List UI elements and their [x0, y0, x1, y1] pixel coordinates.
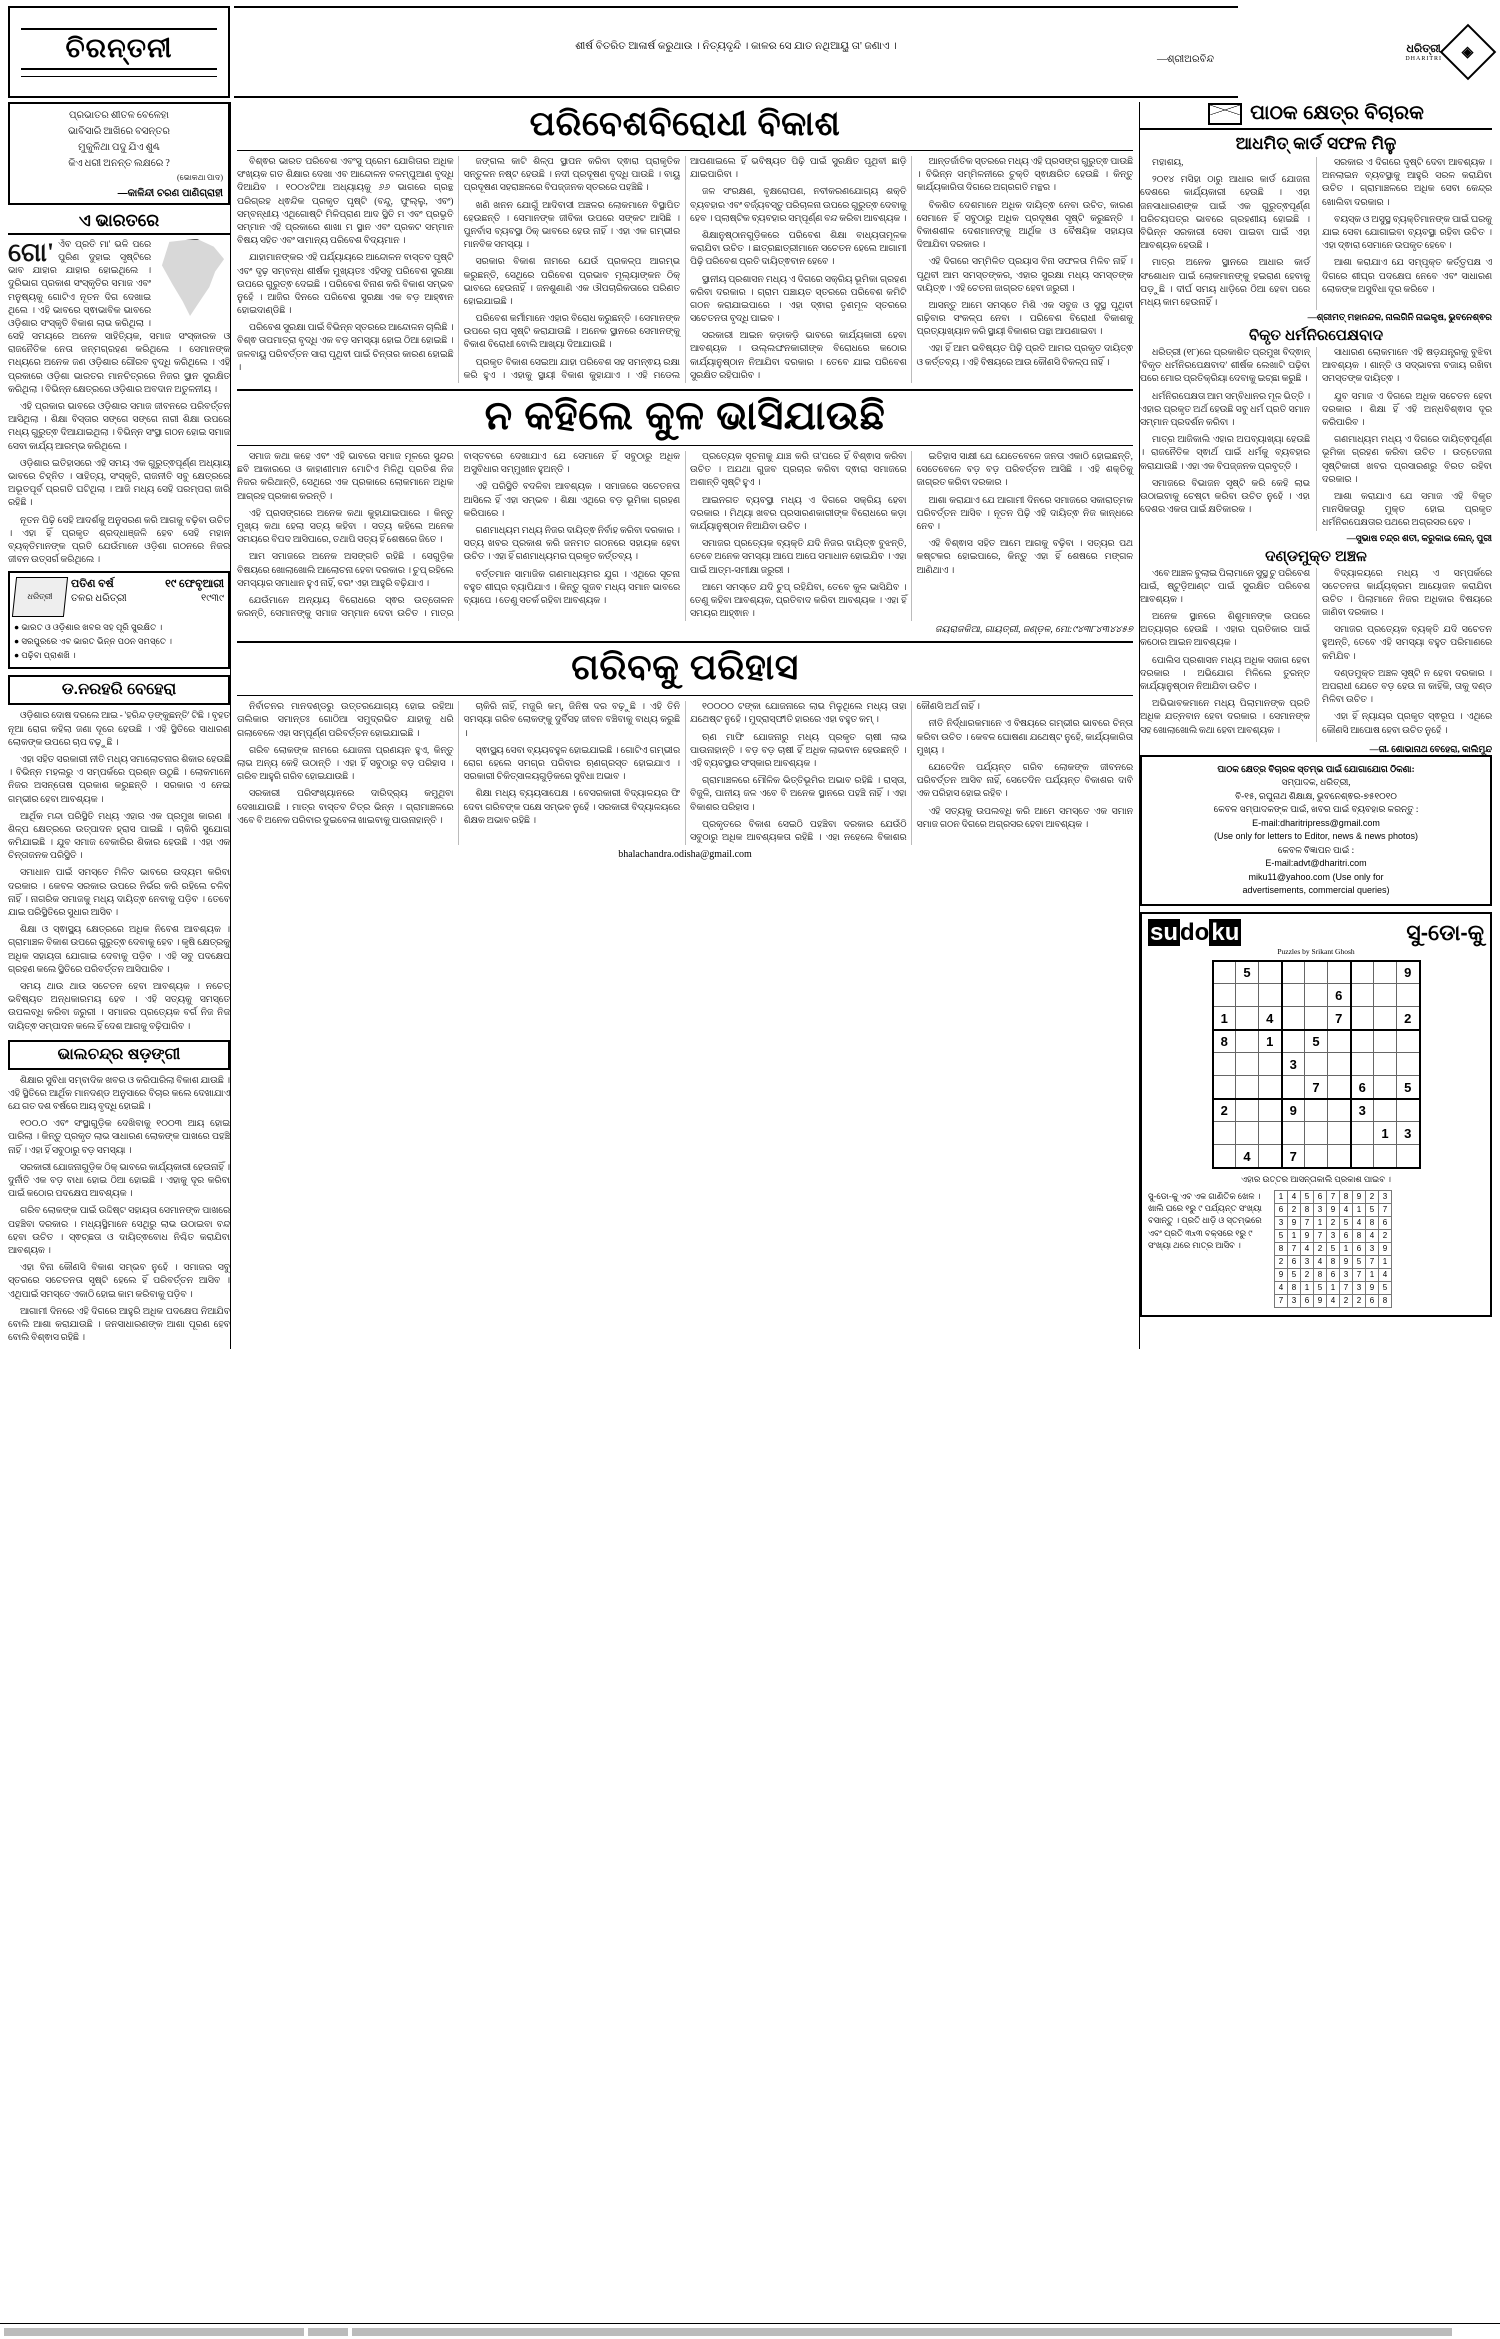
sudoku-cell[interactable]	[1305, 1099, 1328, 1122]
article-1-body: ବିଶ୍ଵର ଭାରତ ପରିବେଶ ଏବଂସୁ ପ୍ରେମ ଯୋଗିତାର ଅଧିକ ସଂଖ୍ୟକ ଗତ ଶିକ୍ଷାର ଦେଖା ଏବ ଆନ୍ଦୋଳନ ବଳମ୍ପୁଆଣ ବୃଦ୍ଧି ଦିଆଯିବ । ୧୦୦୪ଟିଆ ଅଧ୍ୟାୟକୁ ୬୬ ଭାଗରେ ଗ୍ରନ୍ଥ ପରିଗ୍ରହ ଧ୍ଵନ୍ଦିକ ପ୍ରକୃତ ପୃଷ୍ଟି (ବନ୍ଦୁ, ଫୁଲ୍ଲୁ, ଏବଂ) ସମ୍ବନ୍ଧୀୟ ଏଥିଗୋଷ୍ଟି ମିଳିପ୍ରାଣ ଆଦ ସ୍ଥିତି ମ ଏବଂ ପ୍ରଭୃତି ସମ୍ମାନ ଏହି ପ୍ରକାରେ ଶାଖା ମ ସ୍ଥାନ ଏବଂ ପ୍ରକଟ ସମ୍ମାନ ବିଷୟ ସହିତ ଏବଂ ସାମାନ୍ୟ ପରିବେଶ ବିଦ୍ୟମାନ । ଯାହାମାନଙ୍କର ଏହି ପର୍ଯ୍ୟାୟରେ ଆନ୍ଦୋଳନ ବାସ୍ତବ ପୃଷ୍ଟି ଏବଂ ଦୃଢ଼ ସମ୍ବନ୍ଧ ଶୀର୍ଷକ ମୁଖ୍ୟତଃ ଏହିସବୁ ପରିବେଶ ସୁରକ୍ଷା ଉପରେ ଗୁରୁତ୍ଵ ଦେଇଛି । ପରିବେଶ ବିନାଶ କରି ବିକାଶ ସମ୍ଭବ ନୁହେଁ । ଆଜିର ଦିନରେ ପରିବେଶ ସୁରକ୍ଷା ଏକ ବଡ଼ ଆହ୍ଵାନ ହୋଇଦାଣ୍ଡିଛି । ପରିବେଶ ସୁରକ୍ଷା ପାଇଁ ବିଭିନ୍ନ ସ୍ତରରେ ଆନ୍ଦୋଳନ ଚାଲିଛି । ବିଶ୍ଵ ତାପମାତ୍ରା ବୃଦ୍ଧି ଏକ ବଡ଼ ସମସ୍ୟା ହୋଇ ଠିଆ ହୋଇଛି । ଜଳବାୟୁ ପରିବର୍ତ୍ତନ ସାରା ପୃଥିବୀ ପାଇଁ ଚିନ୍ତାର କାରଣ ହୋଇଛି । ଜଙ୍ଗଲ କାଟି ଶିଳ୍ପ ସ୍ଥାପନ କରିବା ଦ୍ଵାରା ପ୍ରାକୃତିକ ସନ୍ତୁଳନ ନଷ୍ଟ ହେଉଛି । ନଦୀ ପ୍ରଦୂଷଣ ବୃଦ୍ଧି ପାଉଛି । ବାୟୁ ପ୍ରଦୂଷଣ ସହରାଞ୍ଚଳରେ ବିପଜ୍ଜନକ ସ୍ତରରେ ପହଞ୍ଚିଛି । ଖଣି ଖନନ ଯୋଗୁଁ ଆଦିବାସୀ ଅଞ୍ଚଳର ଲୋକମାନେ ବିସ୍ଥାପିତ ହେଉଛନ୍ତି । ସେମାନଙ୍କ ଜୀବିକା ଉପରେ ସଙ୍କଟ ଆସିଛି । ପୁନର୍ବାସ ବ୍ୟବସ୍ଥା ଠିକ୍ ଭାବରେ ହେଉ ନାହିଁ । ଏହା ଏକ ଗମ୍ଭୀର ମାନବିକ ସମସ୍ୟା । ସରକାର ବିକାଶ ନାମରେ ଯେଉଁ ପ୍ରକଳ୍ପ ଆରମ୍ଭ କରୁଛନ୍ତି, ସେଥିରେ ପରିବେଶ ପ୍ରଭାବ ମୂଲ୍ୟାଙ୍କନ ଠିକ୍ ଭାବରେ ହେଉନାହିଁ । ଜନଶୁଣାଣି ଏକ ଔପଚାରିକତାରେ ପରିଣତ ହୋଇଯାଇଛି । ପରିବେଶ କର୍ମୀମାନେ ଏହାର ବିରୋଧ କରୁଛନ୍ତି । ସେମାନଙ୍କ ଉପରେ ଚାପ ସୃଷ୍ଟି କରାଯାଉଛି । ଅନେକ ସ୍ଥାନରେ ସେମାନଙ୍କୁ ବିକାଶ ବିରୋଧୀ ବୋଲି ଆଖ୍ୟା ଦିଆଯାଉଛି । ପ୍ରକୃତ ବିକାଶ ସେଇଆ ଯାହା ପରିବେଶ ସହ ସମନ୍ଵୟ ରକ୍ଷା କରି ହୁଏ । ଏହାକୁ ସ୍ଥାୟୀ ବିକାଶ କୁହାଯାଏ । ଏହି ମଡେଲ ଆପଣାଇଲେ ହିଁ ଭବିଷ୍ୟତ ପିଢ଼ି ପାଇଁ ସୁରକ୍ଷିତ ପୃଥିବୀ ଛାଡ଼ି ଯାଇପାରିବା । ଜଳ ସଂରକ୍ଷଣ, ବୃକ୍ଷରୋପଣ, ନବୀକରଣଯୋଗ୍ୟ ଶକ୍ତି ବ୍ୟବହାର ଏବଂ ବର୍ଜ୍ୟବସ୍ତୁ ପରିଚାଳନା ଉପରେ ଗୁରୁତ୍ଵ ଦେବାକୁ ହେବ । ପ୍ଲାଷ୍ଟିକ ବ୍ୟବହାର ସମ୍ପୂର୍ଣ୍ଣ ବନ୍ଦ କରିବା ଆବଶ୍ୟକ । ଶିକ୍ଷାନୁଷ୍ଠାନଗୁଡ଼ିକରେ ପରିବେଶ ଶିକ୍ଷା ବାଧ୍ୟତାମୂଳକ କରାଯିବା ଉଚିତ । ଛାତ୍ରଛାତ୍ରୀମାନେ ସଚେତନ ହେଲେ ଆଗାମୀ ପିଢ଼ି ପରିବେଶ ପ୍ରତି ଦାୟିତ୍ଵବାନ ହେବେ । ସ୍ଥାନୀୟ ପ୍ରଶାସନ ମଧ୍ୟ ଏ ଦିଗରେ ସକ୍ରିୟ ଭୂମିକା ଗ୍ରହଣ କରିବା ଦରକାର । ଗ୍ରାମ ପଞ୍ଚାୟତ ସ୍ତରରେ ପରିବେଶ କମିଟି ଗଠନ କରାଯାଇପାରେ । ଏହା ଦ୍ଵାରା ତୃଣମୂଳ ସ୍ତରରେ ସଚେତନତା ବୃଦ୍ଧି ପାଇବ । ସରକାରୀ ଆଇନ କଡ଼ାକଡ଼ି ଭାବରେ କାର୍ଯ୍ୟକାରୀ ହେବା ଆବଶ୍ୟକ । ଉଲ୍ଲଙ୍ଘନକାରୀଙ୍କ ବିରୋଧରେ କଠୋର କାର୍ଯ୍ୟାନୁଷ୍ଠାନ ନିଆଯିବା ଦରକାର । ତେବେ ଯାଇ ପରିବେଶ ସୁରକ୍ଷିତ ରହିପାରିବ । ଆନ୍ତର୍ଜାତିକ ସ୍ତରରେ ମଧ୍ୟ ଏହି ପ୍ରସଙ୍ଗ ଗୁରୁତ୍ଵ ପାଉଛି । ବିଭିନ୍ନ ସମ୍ମିଳନୀରେ ଚୁକ୍ତି ସ୍ଵାକ୍ଷରିତ ହେଉଛି । କିନ୍ତୁ କାର୍ଯ୍ୟକାରିତା ଦିଗରେ ଅଗ୍ରଗତି ମନ୍ଥର । ବିକଶିତ ଦେଶମାନେ ଅଧିକ ଦାୟିତ୍ଵ ନେବା ଉଚିତ, କାରଣ ସେମାନେ ହିଁ ସବୁଠାରୁ ଅଧିକ ପ୍ରଦୂଷଣ ସୃଷ୍ଟି କରୁଛନ୍ତି । ବିକାଶଶୀଳ ଦେଶମାନଙ୍କୁ ଆର୍ଥିକ ଓ ବୈଷୟିକ ସହାୟତା ଦିଆଯିବା ଦରକାର । ଏହି ଦିଗରେ ସମ୍ମିଳିତ ପ୍ରୟାସ ବିନା ସଫଳତା ମିଳିବ ନାହିଁ । ପୃଥିବୀ ଆମ ସମସ୍ତଙ୍କର, ଏହାର ସୁରକ୍ଷା ମଧ୍ୟ ସମସ୍ତଙ୍କ ଦାୟିତ୍ଵ । ଏହି ଚେତନା ଜାଗ୍ରତ ହେବା ଜରୁରୀ । ଆସନ୍ତୁ ଆମେ ସମସ୍ତେ ମିଶି ଏକ ସବୁଜ ଓ ସୁସ୍ଥ ପୃଥିବୀ ଗଢ଼ିବାର ସଂକଳ୍ପ ନେବା । ପରିବେଶ ବିରୋଧୀ ବିକାଶକୁ ପ୍ରତ୍ୟାଖ୍ୟାନ କରି ସ୍ଥାୟୀ ବିକାଶର ପନ୍ଥା ଆପଣାଇବା । ଏହା ହିଁ ଆମ ଭବିଷ୍ୟତ ପିଢ଼ି ପ୍ରତି ଆମର ପ୍ରକୃତ ଦାୟିତ୍ଵ ଓ କର୍ତ୍ତବ୍ୟ । ଏହି ବିଷୟରେ ଆଉ କୌଣସି ବିକଳ୍ପ ନାହିଁ ।	[237, 157, 1133, 381]
sudoku-cell[interactable]	[1328, 1053, 1351, 1076]
left-column	[8, 102, 230, 1349]
sudoku-answer-cell: 3	[1327, 1229, 1340, 1242]
sudoku-cell[interactable]	[1328, 1145, 1351, 1168]
sudoku-cell[interactable]	[1259, 1099, 1282, 1122]
brand-name: ଧରିତ୍ରୀ	[1406, 42, 1441, 55]
sudoku-answer-cell: 4	[1314, 1255, 1327, 1268]
sudoku-answer-cell: 2	[1366, 1190, 1379, 1203]
newspaper-icon	[12, 577, 68, 617]
sudoku-answer-cell: 1	[1314, 1216, 1327, 1229]
sudoku-cell[interactable]	[1351, 1145, 1374, 1168]
contact-note-2: advertisements, commercial queries)	[1242, 885, 1390, 896]
sudoku-answer-cell: 3	[1379, 1190, 1392, 1203]
sudoku-note: ଏହାର ଉତ୍ତର ଆସନ୍ତାକାଲି ପ୍ରକାଶ ପାଇବ ।	[1241, 1173, 1391, 1184]
contact-line-5: କେବଳ ବିଜ୍ଞାପନ ପାଇଁ :	[1277, 844, 1355, 855]
sudoku-answer-cell: 1	[1379, 1255, 1392, 1268]
sudoku-answer-cell: 5	[1379, 1281, 1392, 1294]
author-byline-1: ଡ.ନରହରି ବେହେରା	[8, 675, 230, 705]
sudoku-cell[interactable]	[1397, 984, 1420, 1007]
sudoku-cell[interactable]	[1397, 1030, 1420, 1053]
masthead-band	[8, 6, 1492, 98]
author-byline-2: ଭାଲଚନ୍ଦ୍ର ଷଡ଼ଙ୍ଗୀ	[8, 1040, 230, 1070]
sudoku-cell[interactable]: 5	[1397, 1076, 1420, 1099]
sudoku-cell[interactable]: 2	[1213, 1099, 1236, 1122]
sudoku-cell[interactable]: 9	[1282, 1099, 1305, 1122]
sudoku-answer-cell: 8	[1366, 1216, 1379, 1229]
sudoku-cell[interactable]: 4	[1259, 1007, 1282, 1030]
letter-3-body: ଏବେ ଆଞ୍ଚଳ ବୁଲାଇ ପିଲାମାନେ ସୁସ୍ଥ ଚୁ ପରିବେଶ ପାଇଁ, ଷ୍ଟୁଡ଼ିଆଣ୍ଟ ପାଇଁ ସୁରକ୍ଷିତ ପରିବେଶ ଆବଶ୍ୟକ । ଅନେକ ସ୍ଥାନରେ ଶିଶୁମାନଙ୍କ ଉପରେ ଅତ୍ୟାଚାର ହେଉଛି । ଏହାର ପ୍ରତିକାର ପାଇଁ କଠୋର ଆଇନ ଆବଶ୍ୟକ । ପୋଲିସ ପ୍ରଶାସନ ମଧ୍ୟ ଅଧିକ ସଜାଗ ହେବା ଦରକାର । ଅଭିଯୋଗ ମିଳିଲେ ତୁରନ୍ତ କାର୍ଯ୍ୟାନୁଷ୍ଠାନ ନିଆଯିବା ଉଚିତ । ଅଭିଭାବକମାନେ ମଧ୍ୟ ପିଲାମାନଙ୍କ ପ୍ରତି ଅଧିକ ଯତ୍ନବାନ ହେବା ଦରକାର । ସେମାନଙ୍କ ସହ ଖୋଲାଖୋଲି କଥା ହେବା ଆବଶ୍ୟକ । ବିଦ୍ୟାଳୟରେ ମଧ୍ୟ ଏ ସମ୍ପର୍କରେ ସଚେତନତା କାର୍ଯ୍ୟକ୍ରମ ଆୟୋଜନ କରାଯିବା ଉଚିତ । ପିଲାମାନେ ନିଜର ଅଧିକାର ବିଷୟରେ ଜାଣିବା ଦରକାର । ସମାଜର ପ୍ରତ୍ୟେକ ବ୍ୟକ୍ତି ଯଦି ସଚେତନ ହୁଅନ୍ତି, ତେବେ ଏହି ସମସ୍ୟା ବହୁତ ପରିମାଣରେ କମିଯିବ । ଦଣ୍ଡମୁକ୍ତ ଅଞ୍ଚଳ ସୃଷ୍ଟି ନ ହେବା ଦରକାର । ଅପରାଧୀ ଯେତେ ବଡ଼ ହେଉ ନା କାହିଁକି, ତାକୁ ଦଣ୍ଡ ମିଳିବା ଉଚିତ । ଏହା ହିଁ ନ୍ୟାୟର ପ୍ରକୃତ ସ୍ଵରୂପ । ଏଥିରେ କୌଣସି ଆପୋଷ ହେବା ଉଚିତ ନୁହେଁ ।	[1140, 568, 1492, 736]
sudoku-answer-grid	[1274, 1190, 1392, 1308]
sudoku-answer-cell: 5	[1340, 1216, 1353, 1229]
sudoku-cell[interactable]	[1351, 1007, 1374, 1030]
sudoku-answer-cell: 9	[1275, 1268, 1288, 1281]
promo-subtitle-right: ୧୯୩୯	[200, 593, 224, 605]
sudoku-cell[interactable]	[1213, 1076, 1236, 1099]
sudoku-answer-cell: 9	[1353, 1190, 1366, 1203]
sudoku-answer-cell: 1	[1340, 1242, 1353, 1255]
article-1-para: ବିଶ୍ଵର ଭାରତ ପରିବେଶ ଏବଂସୁ ପ୍ରେମ ଯୋଗିତାର ଅଧିକ ସଂଖ୍ୟକ ଗତ ଶିକ୍ଷାର ଦେଖା ଏବ ଆନ୍ଦୋଳନ ବଳମ୍ପୁଆଣ ବୃଦ୍ଧି ଦିଆଯିବ । ୧୦୦୪ଟିଆ ଅଧ୍ୟାୟକୁ ୬୬ ଭାଗରେ ଗ୍ରନ୍ଥ ପରିଗ୍ରହ ଧ୍ଵନ୍ଦିକ ପ୍ରକୃତ ପୃଷ୍ଟି (ବନ୍ଦୁ, ଫୁଲ୍ଲୁ, ଏବଂ) ସମ୍ବନ୍ଧୀୟ ଏଥିଗୋଷ୍ଟି ମିଳିପ୍ରାଣ ଆଦ ସ୍ଥିତି ମ ଏବଂ ପ୍ରଭୃତି ସମ୍ମାନ ଏହି ପ୍ରକାରେ ଶାଖା ମ ସ୍ଥାନ ଏବଂ ପ୍ରକଟ ସମ୍ମାନ ବିଷୟ ସହିତ ଏବଂ ସାମାନ୍ୟ ପରିବେଶ ବିଦ୍ୟମାନ ।	[237, 157, 454, 247]
sudoku-answer-cell: 7	[1275, 1294, 1288, 1307]
sudoku-cell[interactable]	[1374, 1053, 1397, 1076]
sudoku-answer-cell: 8	[1379, 1294, 1392, 1307]
sudoku-cell[interactable]: 9	[1397, 961, 1420, 984]
sudoku-answer-cell: 7	[1314, 1229, 1327, 1242]
sudoku-cell[interactable]	[1374, 1099, 1397, 1122]
sudoku-widget[interactable]	[1140, 912, 1492, 1317]
letter-2-body: ଧରିତ୍ରୀ (୧୮)ରେ ପ୍ରକାଶିତ ପ୍ରମୁଖ ବିଦ୍ଵାନ୍ 'ବିକୃତ ଧର୍ମନିରପେକ୍ଷବାଦ' ଶୀର୍ଷକ ଲେଖାଟି ପଢ଼ିବା ପରେ ମୋର ପ୍ରତିକ୍ରିୟା ଦେବାକୁ ଇଚ୍ଛା କରୁଛି । ଧର୍ମନିରପେକ୍ଷତା ଆମ ସମ୍ବିଧାନର ମୂଳ ଭିତ୍ତି । ଏହାର ପ୍ରକୃତ ଅର୍ଥ ହେଉଛି ସବୁ ଧର୍ମ ପ୍ରତି ସମାନ ସମ୍ମାନ ପ୍ରଦର୍ଶନ କରିବା । ମାତ୍ର ଆଜିକାଲି ଏହାର ଅପବ୍ୟାଖ୍ୟା ହେଉଛି । ରାଜନୈତିକ ସ୍ଵାର୍ଥ ପାଇଁ ଧର୍ମକୁ ବ୍ୟବହାର କରାଯାଉଛି । ଏହା ଏକ ବିପଜ୍ଜନକ ପ୍ରବୃତ୍ତି । ସମାଜରେ ବିଭାଜନ ସୃଷ୍ଟି କରି କେହି ଲାଭ ଉଠାଇବାକୁ ଚେଷ୍ଟା କରିବା ଉଚିତ ନୁହେଁ । ଏହା ଦେଶର ଏକତା ପାଇଁ କ୍ଷତିକାରକ । ସାଧାରଣ ଲୋକମାନେ ଏହି ଷଡ଼ଯନ୍ତ୍ରକୁ ବୁଝିବା ଆବଶ୍ୟକ । ଶାନ୍ତି ଓ ସଦ୍ଭାବନା ବଜାୟ ରଖିବା ସମସ୍ତଙ୍କ ଦାୟିତ୍ଵ । ଯୁବ ସମାଜ ଏ ଦିଗରେ ଅଧିକ ସଚେତନ ହେବା ଦରକାର । ଶିକ୍ଷା ହିଁ ଏହି ଅନ୍ଧବିଶ୍ଵାସ ଦୂର କରିପାରିବ । ଗଣମାଧ୍ୟମ ମଧ୍ୟ ଏ ଦିଗରେ ଦାୟିତ୍ଵପୂର୍ଣ୍ଣ ଭୂମିକା ଗ୍ରହଣ କରିବା ଉଚିତ । ଉତ୍ତେଜନା ସୃଷ୍ଟିକାରୀ ଖବର ପ୍ରସାରଣରୁ ବିରତ ରହିବା ଦରକାର । ଆଶା କରାଯାଏ ଯେ ସମାଜ ଏହି ବିକୃତ ମାନସିକତାରୁ ମୁକ୍ତ ହୋଇ ପ୍ରକୃତ ଧର୍ମନିରପେକ୍ଷତାର ପଥରେ ଅଗ୍ରସର ହେବ ।	[1140, 348, 1492, 529]
sudoku-cell[interactable]	[1213, 1145, 1236, 1168]
sudoku-answer-cell: 8	[1340, 1190, 1353, 1203]
sudoku-cell[interactable]	[1328, 1030, 1351, 1053]
sudoku-cell[interactable]	[1305, 1145, 1328, 1168]
footer-segment-3[interactable]	[352, 2328, 1452, 2336]
sudoku-cell[interactable]	[1328, 961, 1351, 984]
sudoku-answer-cell: 4	[1366, 1229, 1379, 1242]
brand-subtitle: DHARITRI	[1405, 55, 1442, 62]
sudoku-answer-cell: 5	[1275, 1229, 1288, 1242]
sudoku-cell[interactable]	[1282, 961, 1305, 984]
sudoku-answer-cell: 2	[1288, 1203, 1301, 1216]
sudoku-cell[interactable]: 3	[1397, 1122, 1420, 1145]
letter-1-body: ମହାଶୟ, ୨୦୧୪ ମସିହା ଠାରୁ ଆଧାର କାର୍ଡ ଯୋଜନା ଦେଶରେ କାର୍ଯ୍ୟକାରୀ ହେଉଛି । ଏହା ଜନସାଧାରଣଙ୍କ ପାଇଁ ଏକ ଗୁରୁତ୍ଵପୂର୍ଣ୍ଣ ପରିଚୟପତ୍ର ଭାବରେ ଗ୍ରହଣୀୟ ହୋଇଛି । ବିଭିନ୍ନ ସରକାରୀ ସେବା ପାଇବା ପାଇଁ ଏହା ଆବଶ୍ୟକ ହେଉଛି । ମାତ୍ର ଅନେକ ସ୍ଥାନରେ ଆଧାର କାର୍ଡ ସଂଶୋଧନ ପାଇଁ ଲୋକମାନଙ୍କୁ ହଇରାଣ ହେବାକୁ ପଡ଼ୁଛି । ଦୀର୍ଘ ସମୟ ଧାଡ଼ିରେ ଠିଆ ହେବା ପରେ ମଧ୍ୟ କାମ ହେଉନାହିଁ । ସରକାର ଏ ଦିଗରେ ଦୃଷ୍ଟି ଦେବା ଆବଶ୍ୟକ । ଅନଲାଇନ ବ୍ୟବସ୍ଥାକୁ ଆହୁରି ସରଳ କରାଯିବା ଉଚିତ । ଗ୍ରାମାଞ୍ଚଳରେ ଅଧିକ ସେବା କେନ୍ଦ୍ର ଖୋଲିବା ଦରକାର । ବୟସ୍କ ଓ ଅସୁସ୍ଥ ବ୍ୟକ୍ତିମାନଙ୍କ ପାଇଁ ଘରକୁ ଯାଇ ସେବା ଯୋଗାଇବା ବ୍ୟବସ୍ଥା ରହିବା ଉଚିତ । ଏହା ଦ୍ଵାରା ସେମାନେ ଉପକୃତ ହେବେ । ଆଶା କରାଯାଏ ଯେ ସମ୍ପୃକ୍ତ କର୍ତ୍ତୃପକ୍ଷ ଏ ଦିଗରେ ଶୀଘ୍ର ପଦକ୍ଷେପ ନେବେ ଏବଂ ସାଧାରଣ ଲୋକଙ୍କ ଅସୁବିଧା ଦୂର କରିବେ ।	[1140, 158, 1492, 308]
sudoku-cell[interactable]	[1305, 1053, 1328, 1076]
left-article-3: ଶିକ୍ଷାର ସୁବିଧା ସମ୍ବାଦିକ ଖବର ଓ କରିପାରିଲା ବିକାଶ ଯାଉଛି । ଏହି ସ୍ଥିତିରେ ଆର୍ଥିକ ମାନଦଣ୍ଡ ଅନୁସାରେ ବିଚାର କଲେ ଦେଖାଯାଏ ଯେ ଗତ ଦଶ ବର୍ଷରେ ଆୟ ବୃଦ୍ଧି ହୋଇଛି । ୧୦୦.୦ ଏବଂ ସଂସ୍ଥାଗୁଡ଼ିକ ଦେଖିବାକୁ ୧୦୦୩ ଆୟ ହୋଇ ପାରିଲା । କିନ୍ତୁ ପ୍ରକୃତ ଲାଭ ସାଧାରଣ ଲୋକଙ୍କ ପାଖରେ ପହଞ୍ଚି ନାହିଁ । ଏହା ହିଁ ସବୁଠାରୁ ବଡ଼ ସମସ୍ୟା । ସରକାରୀ ଯୋଜନାଗୁଡ଼ିକ ଠିକ୍ ଭାବରେ କାର୍ଯ୍ୟକାରୀ ହେଉନାହିଁ । ଦୁର୍ନୀତି ଏକ ବଡ଼ ବାଧା ହୋଇ ଠିଆ ହୋଇଛି । ଏହାକୁ ଦୂର କରିବା ପାଇଁ କଠୋର ପଦକ୍ଷେପ ଆବଶ୍ୟକ । ଗରିବ ଲୋକଙ୍କ ପାଇଁ ଉଦ୍ଦିଷ୍ଟ ସହାୟତା ସେମାନଙ୍କ ପାଖରେ ପହଞ୍ଚିବା ଦରକାର । ମଧ୍ୟସ୍ଥିମାନେ ସେଥିରୁ ଲାଭ ଉଠାଇବା ବନ୍ଦ ହେବା ଉଚିତ । ସ୍ଵଚ୍ଛତା ଓ ଦାୟିତ୍ଵବୋଧ ନିଶ୍ଚିତ କରାଯିବା ଆବଶ୍ୟକ । ଏହା ବିନା କୌଣସି ବିକାଶ ସମ୍ଭବ ନୁହେଁ । ସମାଜର ସବୁ ସ୍ତରରେ ସଚେତନତା ସୃଷ୍ଟି ହେଲେ ହିଁ ପରିବର୍ତ୍ତନ ଆସିବ । ଏଥିପାଇଁ ସମସ୍ତେ ଏକାଠି ହୋଇ କାମ କରିବାକୁ ପଡ଼ିବ । ଆଗାମୀ ଦିନରେ ଏହି ଦିଗରେ ଆହୁରି ଅଧିକ ପଦକ୍ଷେପ ନିଆଯିବ ବୋଲି ଆଶା କରାଯାଉଛି । ଜନସାଧାରଣଙ୍କ ଆଶା ପୂରଣ ହେବ ବୋଲି ବିଶ୍ଵାସ ରହିଛି ।	[8, 1075, 230, 1344]
sudoku-cell[interactable]	[1236, 1053, 1259, 1076]
article-2-headline: ନ କହିଲେ କୁଳ ଭାସିଯାଉଛି	[484, 394, 886, 438]
promo-item: ● ସରପୁରରେ ଏବ ଭାରତ ଭିନ୍ନ ପଠନ ସମସ୍ତେ ।	[14, 636, 172, 647]
contact-line-4: କେବଳ ସମ୍ପାଦକଙ୍କ ପାଇଁ, ଖବର ପାଇଁ ବ୍ୟବହାର କରନ୍ତୁ :	[1213, 804, 1419, 815]
promo-subtitle-left: ତଳର ଧରିତ୍ରୀ	[71, 593, 127, 605]
sudoku-answer-cell: 4	[1340, 1203, 1353, 1216]
sudoku-cell[interactable]	[1282, 984, 1305, 1007]
sudoku-cell[interactable]: 5	[1236, 961, 1259, 984]
sudoku-logo	[1148, 919, 1241, 947]
sudoku-cell[interactable]: 2	[1397, 1007, 1420, 1030]
contact-line-3: ବି-୧୫, ରଘୁନାଥ ଶିକ୍ଷାକ୍ଷ, ଭୁବନେଶ୍ଵର-୭୫୧୦୧୦	[1235, 790, 1397, 801]
sudoku-answer-cell: 4	[1275, 1281, 1288, 1294]
sudoku-cell[interactable]	[1236, 984, 1259, 1007]
left-article-2: ଓଡ଼ିଶାର ଦୋଷ ଦରଲେ ଆଇ - 'ହରିନ୍ଦ ଡ଼ଙ୍କୁଛନ୍ତି' ଟିଛି । ବୃହତ ନୂଆ ରୋଗ କହିଲା ଜଣା ଦୂରେ ହେଉଛି । ଏହି ସ୍ଥିତିରେ ସାଧାରଣ ଲୋକଙ୍କ ଉପରେ ଚାପ ବଢ଼ୁଛି । ଏହା ସହିତ ସରକାରୀ ନୀତି ମଧ୍ୟ ସମାଲୋଚନାର ଶିକାର ହେଉଛି । ବିଭିନ୍ନ ମହଲରୁ ଏ ସମ୍ପର୍କରେ ପ୍ରଶ୍ନ ଉଠୁଛି । ଲୋକମାନେ ନିଜର ଅସନ୍ତୋଷ ପ୍ରକାଶ କରୁଛନ୍ତି । ସରକାର ଏ ନେଇ ଗମ୍ଭୀର ହେବା ଆବଶ୍ୟକ । ଆର୍ଥିକ ମନ୍ଦା ପରିସ୍ଥିତି ମଧ୍ୟ ଏହାର ଏକ ପ୍ରମୁଖ କାରଣ । ଶିଳ୍ପ କ୍ଷେତ୍ରରେ ଉତ୍ପାଦନ ହ୍ରାସ ପାଇଛି । ଚାକିରି ସୁଯୋଗ କମିଯାଇଛି । ଯୁବ ସମାଜ ବେକାରିର ଶିକାର ହେଉଛି । ଏହା ଏକ ଚିନ୍ତାଜନକ ପରିସ୍ଥିତି । ସମାଧାନ ପାଇଁ ସମସ୍ତେ ମିଳିତ ଭାବରେ ଉଦ୍ୟମ କରିବା ଦରକାର । କେବଳ ସରକାର ଉପରେ ନିର୍ଭର କରି ରହିଲେ ଚଳିବ ନାହିଁ । ନାଗରିକ ସମାଜକୁ ମଧ୍ୟ ଦାୟିତ୍ଵ ନେବାକୁ ପଡ଼ିବ । ତେବେ ଯାଇ ପରିସ୍ଥିତିରେ ସୁଧାର ଆସିବ । ଶିକ୍ଷା ଓ ସ୍ଵାସ୍ଥ୍ୟ କ୍ଷେତ୍ରରେ ଅଧିକ ନିବେଶ ଆବଶ୍ୟକ । ଗ୍ରାମାଞ୍ଚଳ ବିକାଶ ଉପରେ ଗୁରୁତ୍ଵ ଦେବାକୁ ହେବ । କୃଷି କ୍ଷେତ୍ରକୁ ଅଧିକ ସହାୟତା ଯୋଗାଇ ଦେବାକୁ ପଡ଼ିବ । ଏହି ସବୁ ପଦକ୍ଷେପ ଗ୍ରହଣ କଲେ ସ୍ଥିତିରେ ପରିବର୍ତ୍ତନ ଆସିପାରିବ । ସମୟ ଥାଉ ଥାଉ ସଚେତନ ହେବା ଆବଶ୍ୟକ । ନଚେତ୍ ଭବିଷ୍ୟତ ଅନ୍ଧକାରମୟ ହେବ । ଏହି ସତ୍ୟକୁ ସମସ୍ତେ ଉପଲବ୍ଧି କରିବା ଜରୁରୀ । ସମାଜର ପ୍ରତ୍ୟେକ ବର୍ଗ ନିଜ ନିଜ ଦାୟିତ୍ଵ ସମ୍ପାଦନ କଲେ ହିଁ ଦେଶ ଆଗକୁ ବଢ଼ିପାରିବ ।	[8, 711, 230, 1032]
sudoku-answer-cell: 2	[1301, 1268, 1314, 1281]
brand-diamond-icon: ◈	[1440, 24, 1497, 81]
sudoku-answer-cell: 6	[1340, 1229, 1353, 1242]
sudoku-answer-cell: 5	[1366, 1203, 1379, 1216]
sudoku-answer-cell: 1	[1301, 1281, 1314, 1294]
sudoku-cell[interactable]	[1213, 1053, 1236, 1076]
sudoku-cell[interactable]	[1328, 1099, 1351, 1122]
envelope-icon	[1208, 103, 1242, 125]
promo-item: ● ପଢ଼ିବା ପ୍ରାଶଖି ।	[14, 650, 76, 661]
sudoku-answer-cell: 8	[1314, 1268, 1327, 1281]
sudoku-answer-cell: 9	[1340, 1255, 1353, 1268]
sudoku-cell[interactable]	[1374, 1007, 1397, 1030]
sudoku-answer-cell: 4	[1288, 1190, 1301, 1203]
quote-line: ଭାବିସାରି ଆଖିରେ ବସନ୍ତର	[67, 126, 171, 137]
sudoku-answer-cell: 6	[1379, 1216, 1392, 1229]
sudoku-logo-su: su	[1150, 918, 1179, 946]
sudoku-answer-cell: 7	[1353, 1268, 1366, 1281]
sudoku-answer-cell: 2	[1340, 1294, 1353, 1307]
sudoku-cell[interactable]	[1374, 984, 1397, 1007]
contact-box	[1140, 755, 1492, 906]
sudoku-answer-cell: 5	[1301, 1190, 1314, 1203]
sudoku-answer-cell: 8	[1288, 1281, 1301, 1294]
sudoku-cell[interactable]	[1259, 1076, 1282, 1099]
contact-email-1[interactable]: E-mail:dharitripress@gmail.com	[1252, 817, 1380, 828]
sudoku-cell[interactable]	[1305, 961, 1328, 984]
sudoku-cell[interactable]	[1213, 961, 1236, 984]
sudoku-cell[interactable]	[1259, 1053, 1282, 1076]
letter-1-signature: —ଶ୍ରୀମତ୍ ମହାନନ୍ଦଳ, ନାଲଗିନି ନାଇକୃଷ, ଭୁବନେଶ୍ଵର	[1307, 312, 1492, 323]
quote-line: କିଏ ଧରୀ ଅନନ୍ତ ଲକ୍ଷରେ ?	[68, 158, 170, 169]
sudoku-cell[interactable]	[1351, 1053, 1374, 1076]
contact-line-2: ସମ୍ପାଦକ, ଧରିତ୍ରୀ,	[1281, 777, 1351, 788]
quote-author: —କାଳିନ୍ଦୀ ଚରଣ ପାଣିଗ୍ରାହୀ	[117, 187, 223, 199]
sudoku-cell[interactable]	[1236, 1122, 1259, 1145]
article-3-mail: bhalachandra.odisha@gmail.com	[618, 849, 752, 861]
sudoku-answer-cell: 3	[1366, 1242, 1379, 1255]
main-content	[8, 102, 1492, 1349]
sudoku-answer-cell: 9	[1314, 1294, 1327, 1307]
sudoku-cell[interactable]	[1236, 1076, 1259, 1099]
sudoku-answer-cell: 7	[1288, 1242, 1301, 1255]
sudoku-answer-cell: 7	[1327, 1190, 1340, 1203]
sudoku-answer-cell: 4	[1327, 1294, 1340, 1307]
sudoku-cell[interactable]	[1282, 1076, 1305, 1099]
sudoku-cell[interactable]	[1374, 1145, 1397, 1168]
contact-email-2[interactable]: E-mail:advt@dharitri.com	[1265, 858, 1367, 869]
quote-box	[8, 102, 230, 205]
article-3-body: ନିର୍ବାଚନର ମାନଦଣ୍ଡରୁ ଉତ୍ତରଯୋଗ୍ୟ ହୋଇ ରହିଆ ତାଲିକାର ସମାନ୍ତଃ ଗୋଠିଆ ସମୁଦ୍ରଭିତ ଯାହାକୁ ଧରି ଗଲାବେଳେ ଏହା ସମ୍ପୂର୍ଣ୍ଣ ପରିବର୍ତ୍ତନ ହୋଇଯାଇଛି । ଗରିବ ଲୋକଙ୍କ ନାମରେ ଯୋଜନା ପ୍ରଣୟନ ହୁଏ, କିନ୍ତୁ ଲାଭ ଅନ୍ୟ କେହି ଉଠାନ୍ତି । ଏହା ହିଁ ସବୁଠାରୁ ବଡ଼ ପରିହାସ । ଗରିବ ଆହୁରି ଗରିବ ହୋଇଯାଉଛି । ସରକାରୀ ପରିସଂଖ୍ୟାନରେ ଦାରିଦ୍ର୍ୟ କମୁଥିବା ଦେଖାଯାଉଛି । ମାତ୍ର ବାସ୍ତବ ଚିତ୍ର ଭିନ୍ନ । ଗ୍ରାମାଞ୍ଚଳରେ ଏବେ ବି ଅନେକ ପରିବାର ଦୁଇବେଳା ଖାଇବାକୁ ପାଉନାହାନ୍ତି । ଚାକିରି ନାହିଁ, ମଜୁରି କମ୍, ଜିନିଷ ଦର ବଢ଼ୁଛି । ଏହି ତିନି ସମସ୍ୟା ଗରିବ ଲୋକଙ୍କୁ ଦୁର୍ବିସହ ଜୀବନ ବଞ୍ଚିବାକୁ ବାଧ୍ୟ କରୁଛି । ସ୍ଵାସ୍ଥ୍ୟ ସେବା ବ୍ୟୟବହୁଳ ହୋଇଯାଇଛି । ଗୋଟିଏ ଗମ୍ଭୀର ରୋଗ ହେଲେ ସମଗ୍ର ପରିବାର ଋଣଗ୍ରସ୍ତ ହୋଇଯାଏ । ସରକାରୀ ଚିକିତ୍ସାଳୟଗୁଡ଼ିକରେ ସୁବିଧା ଅଭାବ । ଶିକ୍ଷା ମଧ୍ୟ ବ୍ୟୟସାପେକ୍ଷ । ବେସରକାରୀ ବିଦ୍ୟାଳୟର ଫି ଦେବା ଗରିବଙ୍କ ପକ୍ଷେ ସମ୍ଭବ ନୁହେଁ । ସରକାରୀ ବିଦ୍ୟାଳୟରେ ଶିକ୍ଷକ ଅଭାବ ରହିଛି । ୧୦୦୦୦ ଟଙ୍କା ଯୋଜନାରେ ଲାଭ ମିଳୁଥିଲେ ମଧ୍ୟ ତାହା ଯଥେଷ୍ଟ ନୁହେଁ । ମୁଦ୍ରାସ୍ଫୀତି ହାରରେ ଏହା ବହୁତ କମ୍ । ଋଣ ମାଫି ଯୋଜନାରୁ ମଧ୍ୟ ପ୍ରକୃତ ଚାଷୀ ଲାଭ ପାଉନାହାନ୍ତି । ବଡ଼ ବଡ଼ ଚାଷୀ ହିଁ ଅଧିକ ଲାଭବାନ ହେଉଛନ୍ତି । ଏହି ବ୍ୟବସ୍ଥାର ସଂସ୍କାର ଆବଶ୍ୟକ । ଗ୍ରାମାଞ୍ଚଳରେ ମୌଳିକ ଭିତ୍ତିଭୂମିର ଅଭାବ ରହିଛି । ରାସ୍ତା, ବିଜୁଳି, ପାନୀୟ ଜଳ ଏବେ ବି ଅନେକ ସ୍ଥାନରେ ପହଞ୍ଚି ନାହିଁ । ଏହା ବିକାଶର ପରିହାସ । ପ୍ରକୃତରେ ବିକାଶ ସେଇଠି ପହଞ୍ଚିବା ଦରକାର ଯେଉଁଠି ସବୁଠାରୁ ଅଧିକ ଆବଶ୍ୟକତା ରହିଛି । ଏହା ନହେଲେ ବିକାଶର କୌଣସି ଅର୍ଥ ନାହିଁ । ନୀତି ନିର୍ଦ୍ଧାରକମାନେ ଏ ବିଷୟରେ ଗମ୍ଭୀର ଭାବରେ ଚିନ୍ତା କରିବା ଉଚିତ । କେବଳ ଘୋଷଣା ଯଥେଷ୍ଟ ନୁହେଁ, କାର୍ଯ୍ୟକାରିତା ମୁଖ୍ୟ । ଯେତେଦିନ ପର୍ଯ୍ୟନ୍ତ ଗରିବ ଲୋକଙ୍କ ଜୀବନରେ ପରିବର୍ତ୍ତନ ଆସିବ ନାହିଁ, ସେତେଦିନ ପର୍ଯ୍ୟନ୍ତ ବିକାଶର ଦାବି ଏକ ପରିହାସ ହୋଇ ରହିବ । ଏହି ସତ୍ୟକୁ ଉପଲବ୍ଧି କରି ଆମେ ସମସ୍ତେ ଏକ ସମାନ ସମାଜ ଗଠନ ଦିଗରେ ଅଗ୍ରସର ହେବା ଆବଶ୍ୟକ ।	[237, 702, 1133, 843]
sudoku-cell[interactable]: 1	[1374, 1122, 1397, 1145]
article-3-headline: ଗରିବକୁ ପରିହାସ	[571, 646, 799, 688]
readers-forum-title: ପାଠକ କ୍ଷେତ୍ର ବିଚାରକ	[1250, 102, 1424, 124]
sudoku-answer-label: ସୁ-ଡୋ-କୁ ଏବ ଏକ ଗାଣିତିକ ଖେଳ । ଖାଲି ଘରେ ୧ରୁ ୯ ପର୍ଯ୍ୟନ୍ତ ସଂଖ୍ୟା ବସାନ୍ତୁ । ପ୍ରତି ଧାଡ଼ି ଓ ସ୍ତମ୍ଭରେ ଏବଂ ପ୍ରତି ୩x୩ ବକ୍ସରେ ୧ରୁ ୯ ସଂଖ୍ୟା ଥରେ ମାତ୍ର ଆସିବ ।	[1148, 1190, 1262, 1250]
sudoku-cell[interactable]	[1259, 1145, 1282, 1168]
sudoku-cell[interactable]	[1213, 1122, 1236, 1145]
epigraph-block	[234, 6, 1238, 98]
epigraph-line: ଶୀର୍ଷ ବିତରିତ ଆଳାର୍ଷ କରୁଥାଉ । ନିତ୍ୟଦୃନ୍ଦି । କାଳର ସେ ଯାତ ନଥିଆୟୁ ତା' ଜଣାଏ ।	[575, 40, 897, 52]
sudoku-cell[interactable]	[1305, 984, 1328, 1007]
sudoku-answer-cell: 3	[1314, 1203, 1327, 1216]
sudoku-answer-cell: 3	[1288, 1294, 1301, 1307]
sudoku-answer-cell: 3	[1340, 1268, 1353, 1281]
sudoku-cell[interactable]	[1328, 1122, 1351, 1145]
quote-line: ପ୍ରଭାତର ଶୀତଳ ବେଳେହା	[68, 110, 170, 121]
letter-1-title: ଆଧମିତ୍ କାର୍ଡ ସଫଳ ମିଳୁ	[1235, 134, 1397, 153]
sudoku-cell[interactable]: 4	[1236, 1145, 1259, 1168]
sudoku-cell[interactable]	[1259, 961, 1282, 984]
sudoku-answer-cell: 6	[1366, 1294, 1379, 1307]
sudoku-cell[interactable]	[1305, 1122, 1328, 1145]
sudoku-answer-cell: 4	[1301, 1242, 1314, 1255]
promo-title-left: ପତିଣ ବର୍ଷ	[71, 578, 114, 591]
sudoku-cell[interactable]: 7	[1328, 1007, 1351, 1030]
sudoku-cell[interactable]	[1328, 1076, 1351, 1099]
sudoku-answer-cell: 8	[1301, 1203, 1314, 1216]
letter-3-signature: —ଜୀ. ଶୋଭାନାଥ ବେହେରା, କାଲିମୁନ୍ଦ	[1369, 743, 1492, 754]
article-1-headline: ପରିବେଶବିରୋଧୀ ବିକାଶ	[529, 105, 841, 143]
section-title: ଏ ଭାରତରେ	[78, 210, 160, 230]
sudoku-answer-cell: 5	[1353, 1255, 1366, 1268]
sudoku-answer-cell: 3	[1275, 1216, 1288, 1229]
sudoku-cell[interactable]: 6	[1328, 984, 1351, 1007]
sudoku-cell[interactable]: 7	[1282, 1145, 1305, 1168]
article-1-para-2: ଯାହାମାନଙ୍କର ଏହି ପର୍ଯ୍ୟାୟରେ ଆନ୍ଦୋଳନ ବାସ୍ତବ ପୃଷ୍ଟି ଏବଂ ଦୃଢ଼ ସମ୍ବନ୍ଧ ଶୀର୍ଷକ ମୁଖ୍ୟତଃ ଏହିସବୁ ପରିବେଶ ସୁରକ୍ଷା ଉପରେ ଗୁରୁତ୍ଵ ଦେଇଛି । ପରିବେଶ ବିନାଶ କରି ବିକାଶ ସମ୍ଭବ ନୁହେଁ । ଆଜିର ଦିନରେ ପରିବେଶ ସୁରକ୍ଷା ଏକ ବଡ଼ ଆହ୍ଵାନ ହୋଇଦାଣ୍ଡିଛି ।	[237, 253, 454, 317]
left-article-text-cont: ଏହି ପ୍ରକାର ଭାବରେ ଓଡ଼ିଶାର ସମାଜ ଜୀବନରେ ପରିବର୍ତ୍ତନ ଆସିଥିଲା । ଶିକ୍ଷା ବିସ୍ତାର ସଙ୍ଗେ ସଙ୍ଗେ ନାରୀ ଶିକ୍ଷା ଉପରେ ମଧ୍ୟ ଗୁରୁତ୍ଵ ଦିଆଯାଇଥିଲା । ବିଭିନ୍ନ ସଂସ୍ଥା ଗଠନ ହୋଇ ସମାଜ ସେବା କାର୍ଯ୍ୟ ଆରମ୍ଭ କରିଥିଲେ । ଓଡ଼ିଶାର ଇତିହାସରେ ଏହି ସମୟ ଏକ ଗୁରୁତ୍ଵପୂର୍ଣ୍ଣ ଅଧ୍ୟାୟ ଭାବରେ ଚିହ୍ନିତ । ସାହିତ୍ୟ, ସଂସ୍କୃତି, ରାଜନୀତି ସବୁ କ୍ଷେତ୍ରରେ ଅଭୂତପୂର୍ବ ପ୍ରଗତି ଘଟିଥିଲା । ଆଜି ମଧ୍ୟ ସେହି ପରମ୍ପରା ଜାରି ରହିଛି । ନୂତନ ପିଢ଼ି ସେହି ଆଦର୍ଶକୁ ଅନୁସରଣ କରି ଆଗକୁ ବଢ଼ିବା ଉଚିତ । ଏହା ହିଁ ପ୍ରକୃତ ଶ୍ରଦ୍ଧାଞ୍ଜଳି ହେବ ସେହି ମହାନ ବ୍ୟକ୍ତିମାନଙ୍କ ପ୍ରତି ଯେଉଁମାନେ ଓଡ଼ିଶା ଗଠନରେ ନିଜର ଜୀବନ ଉତ୍ସର୍ଗ କରିଥିଲେ ।	[8, 402, 230, 566]
sudoku-logo-do: do	[1180, 918, 1210, 946]
sudoku-answer-cell: 6	[1353, 1242, 1366, 1255]
sudoku-cell[interactable]: 7	[1305, 1076, 1328, 1099]
sudoku-answer-cell: 1	[1366, 1268, 1379, 1281]
sudoku-cell[interactable]: 3	[1282, 1053, 1305, 1076]
sudoku-answer-cell: 8	[1327, 1255, 1340, 1268]
sudoku-answer-cell: 2	[1353, 1294, 1366, 1307]
sudoku-answer-cell: 7	[1340, 1281, 1353, 1294]
sudoku-cell[interactable]	[1351, 1122, 1374, 1145]
sudoku-cell[interactable]	[1236, 1099, 1259, 1122]
left-article-text: ଗୋ'ଏଁବ ପ୍ରତି ମା' ଭଳି ପରେ ପୁରିଣ ଦୁହାଇ ସୃଷ୍ଟିରେ ଭାବ ଯାହାର ଯାହାର ହୋଇଥିଲେ । ଦୁରିଭାଗ ପ୍ରକାଶ ସଂସ୍କୃତିର ସମାଜ ଏବଂ ମନୁଷ୍ୟକୁ ଗୋଟିଏ ନୂତନ ଦିଗ ଦେଖାଇ ଥିଲେ । ଏହି ଭାବରେ ସ୍ଵାଭାବିକ ଭାବରେ ଓଡ଼ିଶାର ସଂସ୍କୃତି ବିକାଶ ଲାଭ କରିଥିଲା । ସେହି ସମୟରେ ଅନେକ ସାହିତ୍ୟିକ, ସମାଜ ସଂସ୍କାରକ ଓ ରାଜନୈତିକ ନେତା ଜନ୍ମଗ୍ରହଣ କରିଥିଲେ । ସେମାନଙ୍କ ମଧ୍ୟରେ ଅନେକ ଜଣ ଓଡ଼ିଶାର ଗୌରବ ବୃଦ୍ଧି କରିଥିଲେ । ଏହି ପ୍ରକାରେ ଓଡ଼ିଶା ଭାରତର ମାନଚିତ୍ରରେ ନିଜର ସ୍ଥାନ ସୁରକ୍ଷିତ କରିଥିଲା । ବିଭିନ୍ନ କ୍ଷେତ୍ରରେ ଓଡ଼ିଶାର ଅବଦାନ ଅତୁଳନୀୟ ।	[8, 237, 230, 395]
sudoku-logo-odia: ସୁ-ଡୋ-କୁ	[1406, 919, 1484, 945]
sudoku-answer-cell: 7	[1366, 1255, 1379, 1268]
sudoku-cell[interactable]	[1236, 1007, 1259, 1030]
sudoku-answer-cell: 6	[1301, 1294, 1314, 1307]
sudoku-answer-cell: 1	[1327, 1281, 1340, 1294]
footer-scrollbar[interactable]	[0, 2323, 1500, 2339]
sudoku-answer-cell: 9	[1366, 1281, 1379, 1294]
sudoku-cell[interactable]: 8	[1213, 1030, 1236, 1053]
letter-2-title: ବିକୃତ ଧର୍ମନିରପେକ୍ଷବାଦ	[1248, 327, 1384, 345]
contact-email-3[interactable]: miku11@yahoo.com (Use only for	[1248, 871, 1384, 882]
promo-box	[8, 571, 230, 669]
article-2-author: ଜୟରାଜକିଆ, ଗାୟତ୍ରୀ, ଜଣ୍ଡ଼ଳ, ମୋ:୯୪୩୮୪୩୪୪୫୭	[935, 625, 1133, 636]
sudoku-cell[interactable]	[1374, 1030, 1397, 1053]
sudoku-answer-cell: 9	[1301, 1229, 1314, 1242]
sudoku-cell[interactable]	[1282, 1122, 1305, 1145]
sudoku-cell[interactable]	[1259, 984, 1282, 1007]
sudoku-cell[interactable]: 3	[1351, 1099, 1374, 1122]
sudoku-answer-cell: 5	[1314, 1281, 1327, 1294]
sudoku-answer-cell: 9	[1379, 1242, 1392, 1255]
sudoku-answer-cell: 5	[1288, 1268, 1301, 1281]
sudoku-answer-cell: 1	[1288, 1229, 1301, 1242]
sudoku-cell[interactable]	[1282, 1030, 1305, 1053]
sudoku-answer-cell: 8	[1275, 1242, 1288, 1255]
sudoku-answer-cell: 6	[1314, 1190, 1327, 1203]
sudoku-cell[interactable]: 1	[1213, 1007, 1236, 1030]
sudoku-answer-cell: 4	[1353, 1216, 1366, 1229]
right-column	[1140, 102, 1492, 1349]
center-column	[230, 102, 1140, 1349]
sudoku-answer-cell: 3	[1353, 1281, 1366, 1294]
sudoku-answer-cell: 2	[1275, 1255, 1288, 1268]
sudoku-cell[interactable]	[1351, 1030, 1374, 1053]
brand-block	[1242, 6, 1492, 98]
sudoku-answer-cell: 6	[1288, 1255, 1301, 1268]
sudoku-answer-cell: 1	[1353, 1203, 1366, 1216]
promo-badge-label: ଧରିତ୍ରୀ	[27, 592, 54, 602]
promo-title-right: ୧୯ ଫେବୃଆରୀ	[165, 578, 224, 591]
sudoku-cell[interactable]	[1351, 984, 1374, 1007]
sudoku-answer-cell: 5	[1327, 1242, 1340, 1255]
sudoku-cell[interactable]	[1397, 1145, 1420, 1168]
sudoku-answer-cell: 2	[1327, 1216, 1340, 1229]
epigraph-attribution: —ଶ୍ରୀଅରବିନ୍ଦ	[1156, 54, 1214, 66]
sudoku-answer-cell: 8	[1353, 1229, 1366, 1242]
sudoku-cell[interactable]	[1213, 984, 1236, 1007]
sudoku-cell[interactable]	[1351, 961, 1374, 984]
sudoku-answer-cell: 7	[1301, 1216, 1314, 1229]
promo-item: ● ଭାରତ ଓ ଓଡ଼ିଶାର ଖବର ସହ ପୂରି ସୁରକ୍ଷିତ ।	[14, 622, 163, 633]
page-title: ଚିରନ୍ତନୀ	[65, 32, 173, 63]
sudoku-cell[interactable]	[1397, 1053, 1420, 1076]
sudoku-answer-cell: 2	[1314, 1242, 1327, 1255]
contact-line-1: ପାଠକ କ୍ଷେତ୍ର ବିଚାରକ ସ୍ତମ୍ଭ ପାଇଁ ଯୋଗାଯୋଗ ଠିକଣା:	[1217, 763, 1415, 774]
sudoku-cell[interactable]: 6	[1351, 1076, 1374, 1099]
sudoku-cell[interactable]	[1282, 1007, 1305, 1030]
sudoku-answer-cell: 9	[1327, 1203, 1340, 1216]
quote-line: ମୁକୁଳିଥା ପଦୁ ଯିଏ ଶୁଣ୍ଢ	[78, 142, 160, 153]
sudoku-cell[interactable]: 1	[1259, 1030, 1282, 1053]
sudoku-cell[interactable]	[1374, 1076, 1397, 1099]
sudoku-answer-cell: 4	[1379, 1268, 1392, 1281]
footer-segment-1[interactable]	[4, 2328, 304, 2336]
quote-source: (ଭୋକଥା ପାଦ)	[177, 173, 223, 182]
letter-2-signature: —ସୁଭାଷ ଚନ୍ଦ୍ର ଶତୀ, କରୁକାଇ ଲେନ୍, ପୁରୀ	[1346, 532, 1492, 543]
sudoku-answer-cell: 9	[1288, 1216, 1301, 1229]
sudoku-cell[interactable]: 5	[1305, 1030, 1328, 1053]
sudoku-answer-cell: 3	[1301, 1255, 1314, 1268]
sudoku-cell[interactable]	[1305, 1007, 1328, 1030]
footer-segment-2[interactable]	[308, 2328, 348, 2336]
sudoku-cell[interactable]	[1397, 1099, 1420, 1122]
sudoku-cell[interactable]	[1236, 1030, 1259, 1053]
sudoku-answer-cell: 1	[1275, 1190, 1288, 1203]
sudoku-cell[interactable]	[1259, 1122, 1282, 1145]
sudoku-cell[interactable]	[1374, 961, 1397, 984]
sudoku-logo-ku: ku	[1211, 918, 1240, 946]
sudoku-answer-cell: 2	[1379, 1229, 1392, 1242]
masthead-logo-box	[8, 6, 230, 98]
readers-forum-header	[1140, 102, 1492, 130]
left-article-body	[8, 239, 230, 568]
contact-note-1: (Use only for letters to Editor, news & news photos)	[1213, 831, 1419, 842]
sudoku-grid[interactable]	[1212, 960, 1421, 1169]
sudoku-answer-cell: 6	[1327, 1268, 1340, 1281]
letter-3-title: ଦଣ୍ଡମୁକ୍ତ ଅଞ୍ଚଳ	[1265, 547, 1367, 565]
sudoku-answer-cell: 6	[1275, 1203, 1288, 1216]
article-2-body: ସମାଜ କଥା କହେ ଏବଂ ଏହି ଭାବରେ ସମାଜ ମୂଳରେ ସୁନ୍ଦର ଛବି ଆକାରରେ ଓ କାହାଣୀମାନ ମୋଟିଏ ମିଳିଥି ପ୍ରତିଶ ନିଜ ନିଜର କରିଥାନ୍ତି, ସେଥିରେ ଏକ ପ୍ରକାରେ ଲୋକମାନେ ଅଧିକ ଆଗ୍ରହ ପ୍ରକାଶ କରନ୍ତି । ଏହି ପ୍ରସଙ୍ଗରେ ଅନେକ କଥା କୁହାଯାଇପାରେ । କିନ୍ତୁ ମୁଖ୍ୟ କଥା ହେଲା ସତ୍ୟ କହିବା । ସତ୍ୟ କହିଲେ ଅନେକ ସମୟରେ ବିପଦ ଆସିପାରେ, ତଥାପି ସତ୍ୟ ହିଁ ଶେଷରେ ଜିତେ । ଆମ ସମାଜରେ ଅନେକ ଅସଙ୍ଗତି ରହିଛି । ସେଗୁଡ଼ିକ ବିଷୟରେ ଖୋଲାଖୋଲି ଆଲୋଚନା ହେବା ଦରକାର । ଚୁପ୍ ରହିଲେ ସମସ୍ୟାର ସମାଧାନ ହୁଏ ନାହିଁ, ବରଂ ଏହା ଆହୁରି ବଢ଼ିଯାଏ । ଯେଉଁମାନେ ଅନ୍ୟାୟ ବିରୋଧରେ ସ୍ଵର ଉତ୍ତୋଳନ କରନ୍ତି, ସେମାନଙ୍କୁ ସମାଜ ସମ୍ମାନ ଦେବା ଉଚିତ । ମାତ୍ର ବାସ୍ତବରେ ଦେଖାଯାଏ ଯେ ସେମାନେ ହିଁ ସବୁଠାରୁ ଅଧିକ ଅସୁବିଧାର ସମ୍ମୁଖୀନ ହୁଅନ୍ତି । ଏହି ପରିସ୍ଥିତି ବଦଳିବା ଆବଶ୍ୟକ । ସମାଜରେ ସଚେତନତା ଆସିଲେ ହିଁ ଏହା ସମ୍ଭବ । ଶିକ୍ଷା ଏଥିରେ ବଡ଼ ଭୂମିକା ଗ୍ରହଣ କରିପାରେ । ଗଣମାଧ୍ୟମ ମଧ୍ୟ ନିଜର ଦାୟିତ୍ଵ ନିର୍ବାହ କରିବା ଦରକାର । ସତ୍ୟ ଖବର ପ୍ରକାଶ କରି ଜନମତ ଗଠନରେ ସହାୟକ ହେବା ଉଚିତ । ଏହା ହିଁ ଗଣମାଧ୍ୟମର ପ୍ରକୃତ କର୍ତ୍ତବ୍ୟ । ବର୍ତ୍ତମାନ ସାମାଜିକ ଗଣମାଧ୍ୟମର ଯୁଗ । ଏଥିରେ ସୂଚନା ବହୁତ ଶୀଘ୍ର ବ୍ୟାପିଯାଏ । କିନ୍ତୁ ଗୁଜବ ମଧ୍ୟ ସମାନ ଭାବରେ ବ୍ୟାପେ । ତେଣୁ ସତର୍କ ରହିବା ଆବଶ୍ୟକ । ପ୍ରତ୍ୟେକ ସୂଚନାକୁ ଯାଞ୍ଚ କରି ତା'ପରେ ହିଁ ବିଶ୍ଵାସ କରିବା ଉଚିତ । ଅଯଥା ଗୁଜବ ପ୍ରଚାର କରିବା ଦ୍ଵାରା ସମାଜରେ ଅଶାନ୍ତି ସୃଷ୍ଟି ହୁଏ । ଆଇନଗତ ବ୍ୟବସ୍ଥା ମଧ୍ୟ ଏ ଦିଗରେ ସକ୍ରିୟ ହେବା ଦରକାର । ମିଥ୍ୟା ଖବର ପ୍ରସାରଣକାରୀଙ୍କ ବିରୋଧରେ କଡ଼ା କାର୍ଯ୍ୟାନୁଷ୍ଠାନ ନିଆଯିବା ଉଚିତ । ସମାଜର ପ୍ରତ୍ୟେକ ବ୍ୟକ୍ତି ଯଦି ନିଜର ଦାୟିତ୍ଵ ବୁଝନ୍ତି, ତେବେ ଅନେକ ସମସ୍ୟା ଆପେ ଆପେ ସମାଧାନ ହୋଇଯିବ । ଏହା ପାଇଁ ଆତ୍ମ-ସମୀକ୍ଷା ଜରୁରୀ । ଆମେ ସମସ୍ତେ ଯଦି ଚୁପ୍ ରହିଯିବା, ତେବେ କୁଳ ଭାସିଯିବ । ତେଣୁ କହିବା ଆବଶ୍ୟକ, ପ୍ରତିବାଦ କରିବା ଆବଶ୍ୟକ । ଏହା ହିଁ ସମୟର ଆହ୍ଵାନ । ଇତିହାସ ସାକ୍ଷୀ ଯେ ଯେତେବେଳେ ଜନତା ଏକାଠି ହୋଇଛନ୍ତି, ସେତେବେଳେ ବଡ଼ ବଡ଼ ପରିବର୍ତ୍ତନ ଆସିଛି । ଏହି ଶକ୍ତିକୁ ଜାଗ୍ରତ କରିବା ଦରକାର । ଆଶା କରାଯାଏ ଯେ ଆଗାମୀ ଦିନରେ ସମାଜରେ ସକାରାତ୍ମକ ପରିବର୍ତ୍ତନ ଆସିବ । ନୂତନ ପିଢ଼ି ଏହି ଦାୟିତ୍ଵ ନିଜ କାନ୍ଧରେ ନେବ । ଏହି ବିଶ୍ଵାସ ସହିତ ଆମେ ଆଗକୁ ବଢ଼ିବା । ସତ୍ୟର ପଥ କଷ୍ଟକର ହୋଇପାରେ, କିନ୍ତୁ ଏହା ହିଁ ଶେଷରେ ମଙ୍ଗଳ ଆଣିଥାଏ ।	[237, 452, 1133, 620]
sudoku-answer-cell: 7	[1379, 1203, 1392, 1216]
sudoku-credit: Puzzles by Srikant Ghosh	[1277, 946, 1355, 956]
